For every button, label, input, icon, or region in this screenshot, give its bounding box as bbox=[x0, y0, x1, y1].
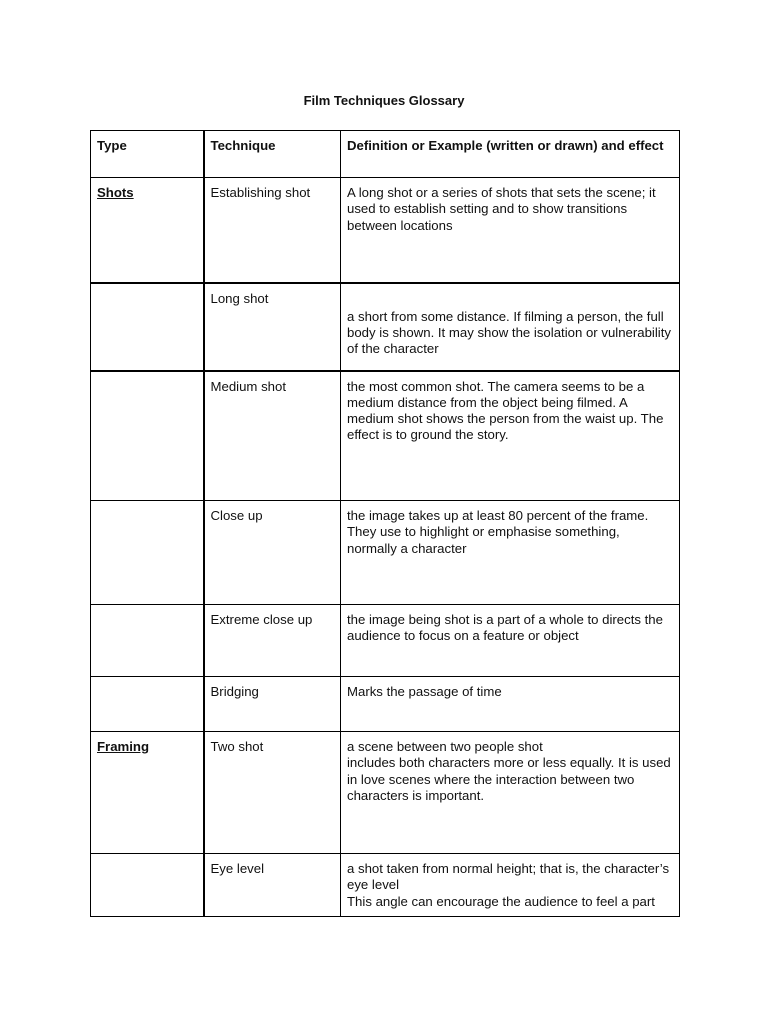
definition-cell: the image takes up at least 80 percent of the frame. They use to highlight or emphasise something, normally a character bbox=[341, 501, 680, 605]
table-row bbox=[91, 178, 680, 283]
type-cell bbox=[91, 605, 204, 677]
type-cell bbox=[91, 677, 204, 732]
header-type: Type bbox=[91, 131, 204, 178]
type-cell bbox=[91, 501, 204, 605]
table-header-row bbox=[91, 131, 680, 178]
document-title: Film Techniques Glossary bbox=[303, 93, 465, 108]
glossary-table bbox=[90, 130, 680, 917]
technique-cell: Long shot bbox=[204, 283, 341, 371]
technique-cell: Medium shot bbox=[204, 371, 341, 501]
type-cell bbox=[91, 854, 204, 917]
header-definition: Definition or Example (written or drawn) and effect bbox=[341, 131, 680, 178]
type-cell bbox=[91, 732, 204, 854]
definition-cell: the most common shot. The camera seems to be a medium distance from the object being filmed. A medium shot shows the person from the waist up. The effect is to ground the story. bbox=[341, 371, 680, 501]
technique-cell: Two shot bbox=[204, 732, 341, 854]
definition-cell: a short from some distance. If filming a person, the full body is shown. It may show the isolation or vulnerability of the character bbox=[341, 283, 680, 371]
type-cell bbox=[91, 283, 204, 371]
type-cell bbox=[91, 178, 204, 283]
type-cell bbox=[91, 371, 204, 501]
technique-cell: Establishing shot bbox=[204, 178, 341, 283]
technique-cell: Bridging bbox=[204, 677, 341, 732]
definition-cell: a shot taken from normal height; that is, the character’s eye level This angle can encourage the audience to feel a part bbox=[341, 854, 680, 917]
header-technique: Technique bbox=[204, 131, 341, 178]
table-row bbox=[91, 677, 680, 732]
table-row bbox=[91, 605, 680, 677]
technique-cell: Eye level bbox=[204, 854, 341, 917]
technique-cell: Close up bbox=[204, 501, 341, 605]
definition-cell: Marks the passage of time bbox=[341, 677, 680, 732]
technique-cell: Extreme close up bbox=[204, 605, 341, 677]
table-row bbox=[91, 283, 680, 371]
definition-cell: a scene between two people shot includes both characters more or less equally. It is used in love scenes where the interaction between two characters is important. bbox=[341, 732, 680, 854]
type-label-framing: Framing bbox=[97, 739, 150, 754]
table-row bbox=[91, 371, 680, 501]
table-row bbox=[91, 732, 680, 854]
type-label-shots: Shots bbox=[97, 185, 134, 200]
definition-cell: the image being shot is a part of a whole to directs the audience to focus on a feature or object bbox=[341, 605, 680, 677]
table-row bbox=[91, 854, 680, 917]
definition-cell: A long shot or a series of shots that sets the scene; it used to establish setting and to show transitions between locations bbox=[341, 178, 680, 283]
table-row bbox=[91, 501, 680, 605]
